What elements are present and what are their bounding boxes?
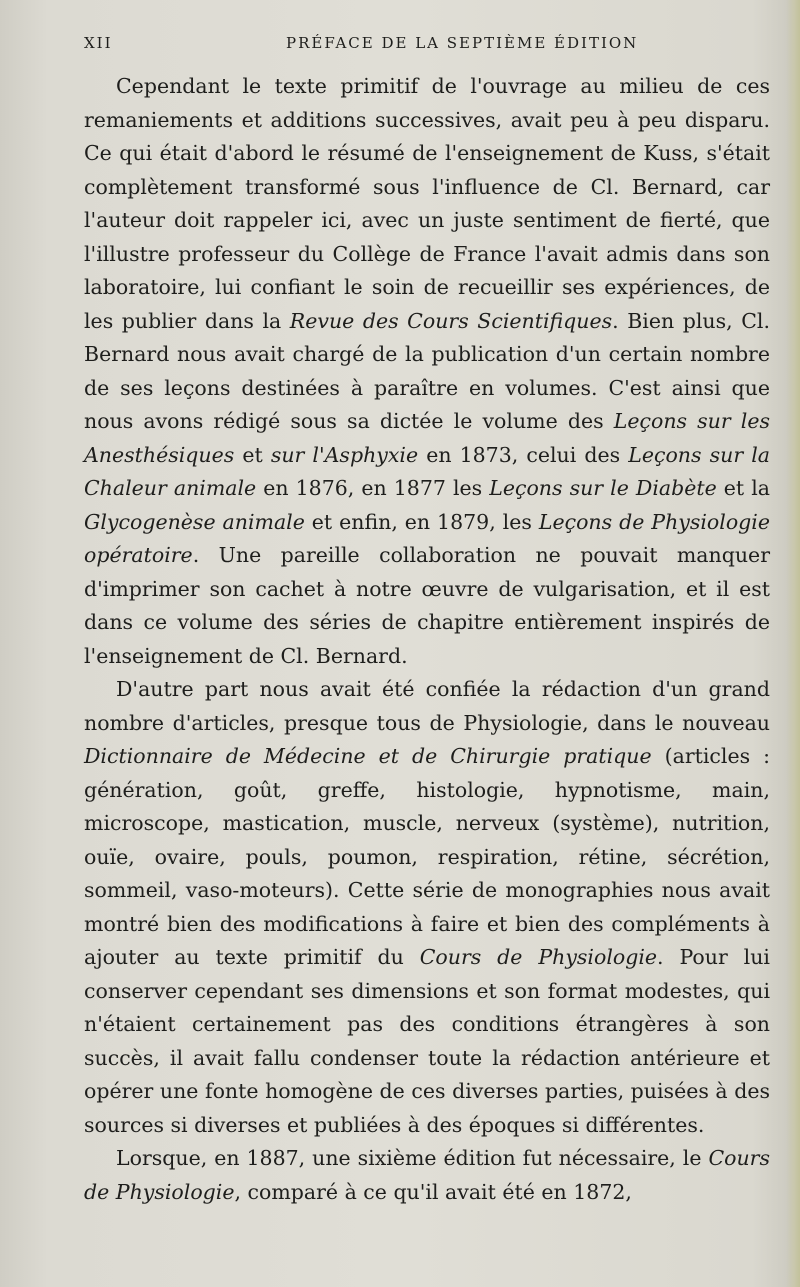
italic-title: Cours de Physiologie bbox=[419, 945, 658, 969]
italic-title: Leçons sur le Diabète bbox=[489, 476, 717, 500]
italic-title: Dictionnaire de Médecine et de Chirurgie pratique bbox=[84, 744, 652, 768]
text-run: et enfin, en 1879, les bbox=[304, 509, 539, 534]
italic-title: Revue des Cours Scientifiques bbox=[289, 308, 613, 333]
text-run: en 1873, celui des bbox=[418, 442, 629, 467]
text-run: Lorsque, en 1887, une sixième édition fut nécessaire, le bbox=[116, 1146, 709, 1170]
paragraph-3 bbox=[84, 1142, 770, 1209]
text-run: D'autre part nous avait été confiée la rédaction d'un grand nombre d'articles, presque tous de Physiologie, dans le nouveau bbox=[84, 677, 770, 735]
page-edge-shading bbox=[786, 0, 800, 1287]
italic-title: Leçons de Physiologie opératoire bbox=[84, 509, 770, 567]
text-run: . Une pareille collaboration ne pouvait manquer d'imprimer son cachet à notre œuvre de vulgarisation, et il est dans ce volume des séries de chapitre entièrement inspirés de l'enseignement de Cl. Bernard. bbox=[84, 543, 770, 668]
paragraph-1 bbox=[84, 70, 770, 673]
body-text bbox=[84, 70, 770, 1209]
text-run: . Pour lui conserver cependant ses dimensions et son format modestes, qui n'étaient certainement pas des conditions étrangères à son succès, il avait fallu condenser toute la rédaction antérieure et opérer une fonte homogène de ces diverses parties, puisées à des sources si diverses et publiées à des époques si différentes. bbox=[84, 945, 770, 1137]
italic-title: Leçons sur les Anesthésiques bbox=[84, 409, 771, 467]
page-number: XII bbox=[84, 34, 113, 52]
running-header bbox=[80, 28, 768, 58]
running-title: PRÉFACE DE LA SEPTIÈME ÉDITION bbox=[286, 34, 639, 52]
text-run: Cependant le texte primitif de l'ouvrage au milieu de ces remaniements et additions successives, avait peu à peu disparu. Ce qui était d'abord le résumé de l'enseignement de Kuss, s'était complètement transformé sous l'influence de Cl. Bernard, car l'auteur doit rappeler ici, avec un juste sentiment de fierté, que l'illustre professeur du Collège de France l'avait admis dans son laboratoire, lui confiant le soin de recueillir ses expériences, de les publier dans la bbox=[84, 74, 770, 333]
italic-title: Leçons sur la Chaleur animale bbox=[84, 442, 770, 500]
text-run: (articles : génération, goût, greffe, histologie, hypnotisme, main, microscope, mastication, muscle, nerveux (système), nutrition, ouïe, ovaire, pouls, poumon, respiration, rétine, sécrétion, sommeil, vaso-moteurs). Cette série de monographies nous avait montré bien des modifications à faire et bien des compléments à ajouter au texte primitif du bbox=[84, 744, 770, 969]
italic-title: sur l'Asphyxie bbox=[270, 442, 419, 467]
paragraph-2 bbox=[84, 673, 770, 1142]
text-run: et la bbox=[716, 476, 770, 500]
text-run: en 1876, en 1877 les bbox=[256, 476, 490, 500]
italic-title: Cours de Physiologie bbox=[84, 1146, 770, 1204]
italic-title: Glycogenèse animale bbox=[84, 509, 305, 534]
text-run: . Bien plus, Cl. Bernard nous avait chargé de la publication d'un certain nombre de ses leçons destinées à paraître en volumes. C'est ainsi que nous avons rédigé sous sa dictée le volume des bbox=[84, 308, 770, 433]
text-run: et bbox=[234, 442, 271, 467]
text-run: , comparé à ce qu'il avait été en 1872, bbox=[234, 1179, 632, 1204]
